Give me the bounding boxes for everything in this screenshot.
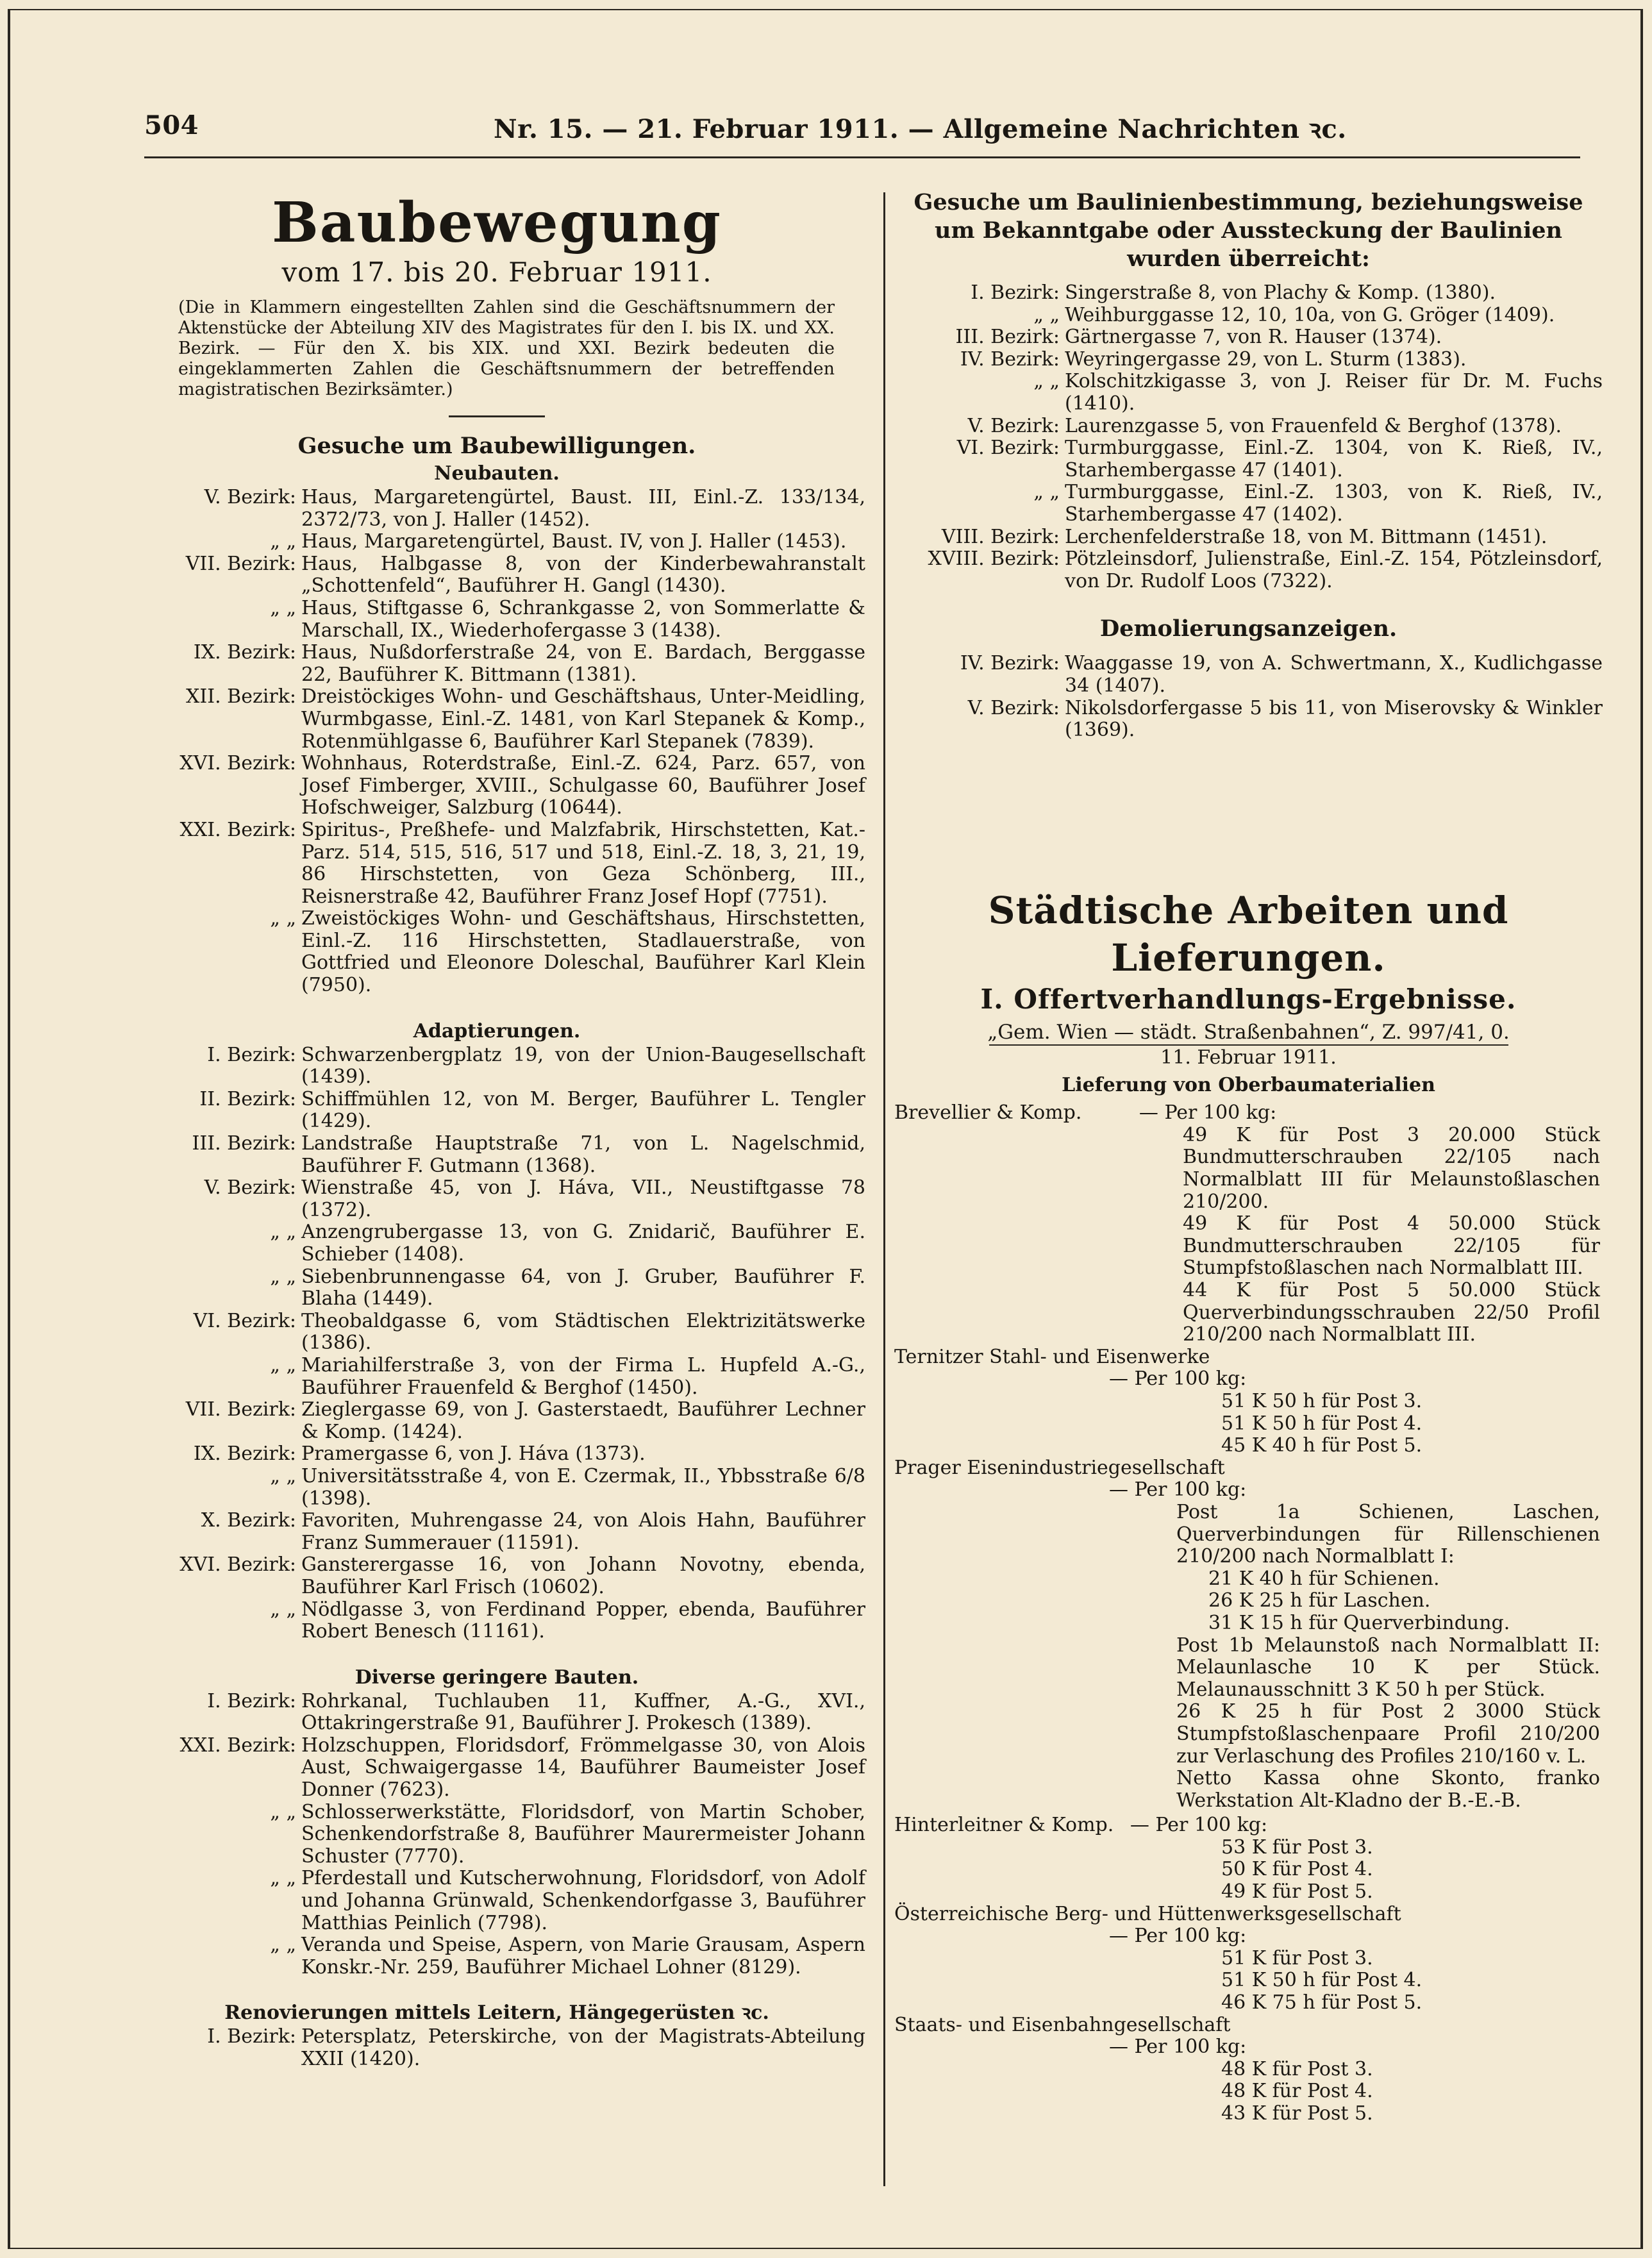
bidder-name: Brevellier & Komp. [894,1101,1082,1125]
district-label: „ „ [270,1800,296,1823]
district-label: I. Bezirk: [207,1689,296,1712]
entry-text: Veranda und Speise, Aspern, von Marie Grausam, Aspern Konskr.-Nr. 259, Bauführer Michael Lohner (8129). [301,1934,865,1978]
list-item [128,1691,865,1735]
district-label: VII. Bezirk: [185,1398,296,1421]
subheading-neubauten: Neubauten. [434,462,560,485]
entry-text: Pötzleinsdorf, Julienstraße, Einl.-Z. 154, Pötzleinsdorf, von Dr. Rudolf Loos (7322). [1065,548,1603,592]
list-item [128,819,865,908]
district-label: VII. Bezirk: [185,552,296,575]
article-title: Baubewegung [272,190,722,255]
entry-text: Spiritus-, Preßhefe- und Malzfabrik, Hirschstetten, Kat.-Parz. 514, 515, 516, 517 und 518, Einl.-Z. 18, 3, 21, 19, 86 Hirschstetten, von Geza Schönberg, III., Reisnerstraße 42, Bauführer Franz Josef Hopf (7751). [301,818,865,908]
district-label: VI. Bezirk: [193,1309,296,1332]
district-label: „ „ [1033,303,1060,326]
entry-text: Dreistöckiges Wohn- und Geschäftshaus, Unter-Meidling, Wurmbgasse, Einl.-Z. 1481, von Karl Stepanek & Komp., Rotenmühlgasse 6, Bauführer Karl Stepanek (7839). [301,685,865,753]
district-label: IV. Bezirk: [960,652,1060,675]
list-item [128,1177,865,1221]
district-label: VI. Bezirk: [956,437,1060,460]
entry-text: Pferdestall und Kutscherwohnung, Floridsdorf, von Adolf und Johanna Grünwald, Schenkendorfgasse 3, Bauführer Matthias Peinlich (7798). [301,1867,865,1934]
entry-text: Zieglergasse 69, von J. Gasterstaedt, Bauführer Lechner & Komp. (1424). [301,1398,865,1443]
bid-line: 31 K 15 h für Querverbindung. [1208,1611,1510,1634]
entry-text: Schlosserwerkstätte, Floridsdorf, von Martin Schober, Schenkendorfstraße 8, Bauführer Maurermeister Johann Schuster (7770). [301,1800,865,1868]
list-item [128,1089,865,1133]
district-label: IX. Bezirk: [193,1443,296,1466]
entry-text: Landstraße Hauptstraße 71, von L. Nagelschmid, Bauführer F. Gutmann (1368). [301,1132,865,1177]
entry-text: Weihburggasse 12, 10, 10a, von G. Gröger (1409). [1065,303,1555,326]
bid-line: 43 K für Post 5. [1221,2102,1373,2125]
list-item [894,437,1603,481]
list-item [128,487,865,531]
bidder-name: Hinterleitner & Komp. [894,1814,1114,1837]
entry-text: Wohnhaus, Roterdstraße, Einl.-Z. 624, Parz. 657, von Josef Fimberger, XVIII., Schulgasse 60, Bauführer Josef Hofschweiger, Salzburg (10644). [301,752,865,819]
delivery-title: Lieferung von Oberbaumaterialien [1062,1074,1435,1097]
subheading-diverse: Diverse geringere Bauten. [355,1666,639,1689]
section-heading-baubewilligungen: Gesuche um Baubewilligungen. [297,433,696,459]
list-item [128,531,865,553]
article-note: (Die in Klammern eingestellten Zahlen sind die Geschäftsnummern der Aktenstücke der Abteilung XIV des Magistrates für den I. bis IX. und XX. Bezirk. — Für den X. bis XIX. und XXI. Bezirk bedeuten die eingeklammerten Zahlen die Geschäftsnummern der betreffenden magistratischen Bezirksämter.) [178,297,835,399]
entry-text: Anzengrubergasse 13, von G. Znidarič, Bauführer E. Schieber (1408). [301,1221,865,1266]
list-item [128,1735,865,1802]
bid-line: Post 1b Melaunstoß nach Normalblatt II: Melaunlasche 10 K per Stück. Melaunausschnitt 3 K 50 h per Stück. [1176,1634,1600,1701]
bid-line: 26 K 25 h für Post 2 3000 Stück Stumpfstoßlaschenpaare Profil 210/200 zur Verlaschung des Profiles 210/160 v. L. [1176,1700,1600,1768]
entry-text: Kolschitzkigasse 3, von J. Reiser für Dr. M. Fuchs (1410). [1065,370,1603,415]
contract-date: 11. Februar 1911. [1160,1046,1337,1069]
entry-text: Siebenbrunnengasse 64, von J. Gruber, Bauführer F. Blaha (1449). [301,1265,865,1310]
entry-text: Gärtnergasse 7, von R. Hauser (1374). [1065,326,1442,349]
page-number: 504 [144,110,199,140]
bidder-hinterleitner [894,1814,1603,1837]
bid-line: 51 K für Post 3. [1221,1946,1373,1969]
list-item [128,1221,865,1266]
list-item [128,1355,865,1399]
entry-text: Nödlgasse 3, von Ferdinand Popper, ebenda, Bauführer Robert Benesch (11161). [301,1598,865,1643]
list-item [894,326,1603,349]
district-label: „ „ [270,530,296,553]
bid-line: 26 K 25 h für Laschen. [1208,1589,1431,1612]
diverse-list [128,1691,865,1979]
district-label: XXI. Bezirk: [179,818,296,841]
entry-text: Haus, Stiftgasse 6, Schrankgasse 2, von Sommerlatte & Marschall, IX., Wiederhofergasse 3 (1438). [301,596,865,642]
entry-text: Schwarzenbergplatz 19, von der Union-Baugesellschaft (1439). [301,1043,865,1089]
contract-line: „Gem. Wien — städt. Straßenbahnen“, Z. 997/41, 0. [987,1020,1510,1044]
district-label: XII. Bezirk: [186,685,296,708]
entry-text: Lerchenfelderstraße 18, von M. Bittmann (1451). [1065,525,1548,548]
bid-line: 51 K 50 h für Post 3. [1221,1390,1423,1412]
list-item [894,282,1603,305]
list-item [128,1554,865,1598]
bidder-brevellier [894,1102,1603,1125]
list-item [128,1133,865,1177]
entry-text: Nikolsdorfergasse 5 bis 11, von Miserovsky & Winkler (1369). [1065,696,1603,742]
district-label: „ „ [270,1598,296,1621]
bidder-ternitz: Ternitzer Stahl- und Eisenwerke [894,1345,1210,1368]
district-label: VIII. Bezirk: [941,525,1060,548]
right-column [894,186,1603,2125]
entry-text: Mariahilferstraße 3, von der Firma L. Hupfeld A.-G., Bauführer Frauenfeld & Berghof (1450). [301,1353,865,1399]
list-item [128,753,865,819]
entry-text: Zweistöckiges Wohn- und Geschäftshaus, Hirschstetten, Einl.-Z. 116 Hirschstetten, Stadlauerstraße, von Gottfried und Eleonore Doleschal, Bauführer Karl Klein (7950). [301,907,865,997]
district-label: V. Bezirk: [967,696,1060,719]
entry-text: Haus, Halbgasse 8, von der Kinderbewahranstalt „Schottenfeld“, Bauführer H. Gangl (1430). [301,552,865,598]
bidder-prager: Prager Eisenindustriegesellschaft [894,1456,1225,1479]
list-item [128,1044,865,1089]
header-rule [144,156,1580,158]
entry-text: Universitätsstraße 4, von E. Czermak, II., Ybbsstraße 6/8 (1398). [301,1464,865,1510]
column-divider [883,192,885,2186]
list-item [894,698,1603,742]
price-unit: — Per 100 kg: [1109,1367,1247,1391]
left-column [128,186,865,2071]
entry-text: Waaggasse 19, von A. Schwertmann, X., Kudlichgasse 34 (1407). [1065,652,1603,697]
bid-line: 49 K für Post 5. [1221,1880,1373,1903]
bid-line: 21 K 40 h für Schienen. [1208,1567,1440,1590]
list-item [894,415,1603,438]
price-unit: — Per 100 kg: [1130,1814,1268,1837]
page-header [144,110,1580,149]
district-label: I. Bezirk: [207,1043,296,1066]
bid-line: 51 K 50 h für Post 4. [1221,1969,1423,1992]
district-label: „ „ [270,596,296,619]
entry-text: Singerstraße 8, von Plachy & Komp. (1380). [1065,281,1496,304]
district-label: „ „ [270,907,296,930]
district-label: „ „ [1033,481,1060,504]
district-label: II. Bezirk: [199,1087,296,1110]
list-item [128,1934,865,1978]
bid-line: 45 K 40 h für Post 5. [1221,1434,1423,1457]
bidder-oesterreichische: Österreichische Berg- und Hüttenwerksgesellschaft [894,1902,1401,1925]
section-heading-demolierung: Demolierungsanzeigen. [1099,615,1398,642]
price-unit: — Per 100 kg: [1139,1101,1277,1125]
bidder-staats: Staats- und Eisenbahngesellschaft [894,2013,1231,2036]
list-item [128,1399,865,1443]
entry-text: Haus, Nußdorferstraße 24, von E. Bardach, Berggasse 22, Bauführer K. Bittmann (1381). [301,641,865,686]
district-label: XXI. Bezirk: [179,1734,296,1757]
entry-text: Weyringergasse 29, von L. Sturm (1383). [1065,347,1467,371]
running-title: Nr. 15. — 21. Februar 1911. — Allgemeine Nachrichten ꝛc. [494,114,1347,144]
bids-list [894,1102,1603,2125]
list-item [128,1266,865,1310]
list-item [894,481,1603,526]
bid-line: 48 K für Post 4. [1221,2080,1373,2103]
district-label: V. Bezirk: [967,414,1060,437]
subheading-renovierungen: Renovierungen mittels Leitern, Hängegerüsten ꝛc. [224,2002,769,2025]
list-item [128,908,865,996]
district-label: „ „ [270,1867,296,1890]
district-label: „ „ [270,1221,296,1244]
list-item [128,1310,865,1355]
entry-text: Gansterergasse 16, von Johann Novotny, ebenda, Bauführer Karl Frisch (10602). [301,1553,865,1598]
baulinien-list [894,282,1603,592]
entry-text: Rohrkanal, Tuchlauben 11, Kuffner, A.-G., XVI., Ottakringerstraße 91, Bauführer J. Prokesch (1389). [301,1689,865,1735]
entry-text: Turmburggasse, Einl.-Z. 1304, von K. Rieß, IV., Starhembergasse 47 (1401). [1065,437,1603,481]
entry-text: Laurenzgasse 5, von Frauenfeld & Berghof (1378). [1065,414,1562,437]
district-label: X. Bezirk: [201,1509,296,1532]
neubauten-list [128,487,865,997]
contract-rule [989,1044,1508,1046]
list-item [128,553,865,598]
district-label: IX. Bezirk: [193,641,296,664]
entry-text: Theobaldgasse 6, vom Städtischen Elektrizitätswerke (1386). [301,1309,865,1355]
article-subtitle: vom 17. bis 20. Februar 1911. [281,256,712,288]
entry-text: Holzschuppen, Floridsdorf, Frömmelgasse 30, von Alois Aust, Schwaigergasse 14, Bauführer Baumeister Josef Donner (7623). [301,1734,865,1802]
district-label: „ „ [1033,370,1060,393]
district-label: XVI. Bezirk: [179,1553,296,1576]
entry-text: Haus, Margaretengürtel, Baust. IV, von J. Haller (1453). [301,530,847,553]
list-item [128,598,865,642]
list-item [128,1599,865,1643]
bid-line: 51 K 50 h für Post 4. [1221,1412,1423,1435]
bid-line: 49 K für Post 4 50.000 Stück Bundmutterschrauben 22/105 für Stumpfstoßlaschen nach Normalblatt III. [1183,1212,1600,1280]
district-label: „ „ [270,1353,296,1376]
district-label: „ „ [270,1265,296,1288]
list-item [128,1802,865,1868]
district-label: V. Bezirk: [204,486,296,508]
price-unit: — Per 100 kg: [1109,1478,1247,1501]
bid-line: 53 K für Post 3. [1221,1836,1373,1859]
subheading-adaptierungen: Adaptierungen. [413,1019,581,1042]
district-label: „ „ [270,1934,296,1957]
district-label: IV. Bezirk: [960,347,1060,371]
list-item [894,526,1603,549]
district-label: XVIII. Bezirk: [928,548,1060,571]
list-item [128,642,865,686]
staedtische-title: Städtische Arbeiten und Lieferungen. [988,888,1509,980]
list-item [894,349,1603,371]
bid-line: 49 K für Post 3 20.000 Stück Bundmutterschrauben 22/105 nach Normalblatt III für Melaunstoßlaschen 210/200. [1183,1123,1600,1213]
entry-text: Haus, Margaretengürtel, Baust. III, Einl.-Z. 133/134, 2372/73, von J. Haller (1452). [301,486,865,531]
list-item [128,1443,865,1466]
bid-line: 50 K für Post 4. [1221,1858,1373,1881]
adaptierungen-list [128,1044,865,1643]
list-item [128,1510,865,1554]
price-unit: — Per 100 kg: [1109,2036,1247,2059]
list-item [128,1868,865,1934]
list-item [894,548,1603,592]
district-label: I. Bezirk: [971,281,1060,304]
district-label: I. Bezirk: [207,2025,296,2048]
list-item [894,371,1603,415]
district-label: V. Bezirk: [204,1176,296,1200]
district-label: III. Bezirk: [192,1132,296,1155]
entry-text: Petersplatz, Peterskirche, von der Magistrats-Abteilung XXII (1420). [301,2025,865,2070]
entry-text: Turmburggasse, Einl.-Z. 1303, von K. Rieß, IV., Starhembergasse 47 (1402). [1065,481,1603,526]
bid-line: 46 K 75 h für Post 5. [1221,1991,1423,2014]
short-rule [449,415,545,417]
offert-title: I. Offertverhandlungs-Ergebnisse. [980,983,1517,1015]
list-item [128,1466,865,1510]
entry-text: Wienstraße 45, von J. Háva, VII., Neustiftgasse 78 (1372). [301,1176,865,1221]
entry-text: Schiffmühlen 12, von M. Berger, Bauführer L. Tengler (1429). [301,1087,865,1133]
district-label: XVI. Bezirk: [179,752,296,775]
list-item [894,305,1603,327]
bid-line: Post 1a Schienen, Laschen, Querverbindungen für Rillenschienen 210/200 nach Normalblatt I: [1176,1500,1600,1568]
price-unit: — Per 100 kg: [1109,1925,1247,1948]
bid-line: Netto Kassa ohne Skonto, franko Werkstation Alt-Kladno der B.-E.-B. [1176,1767,1600,1812]
entry-text: Pramergasse 6, von J. Háva (1373). [301,1443,646,1466]
demolierung-list [894,653,1603,741]
section-heading-baulinien: Gesuche um Baulinienbestimmung, beziehungsweise um Bekanntgabe oder Aussteckung der Baulinien wurden überreicht: [914,189,1583,272]
district-label: III. Bezirk: [955,326,1060,349]
list-item [128,2026,865,2070]
entry-text: Favoriten, Muhrengasse 24, von Alois Hahn, Bauführer Franz Summerauer (11591). [301,1509,865,1554]
district-label: „ „ [270,1464,296,1487]
renovierungen-list [128,2026,865,2070]
bid-line: 48 K für Post 3. [1221,2057,1373,2080]
list-item [894,653,1603,697]
list-item [128,686,865,753]
bid-line: 44 K für Post 5 50.000 Stück Querverbindungsschrauben 22/50 Profil 210/200 nach Normalblatt III. [1183,1279,1600,1346]
